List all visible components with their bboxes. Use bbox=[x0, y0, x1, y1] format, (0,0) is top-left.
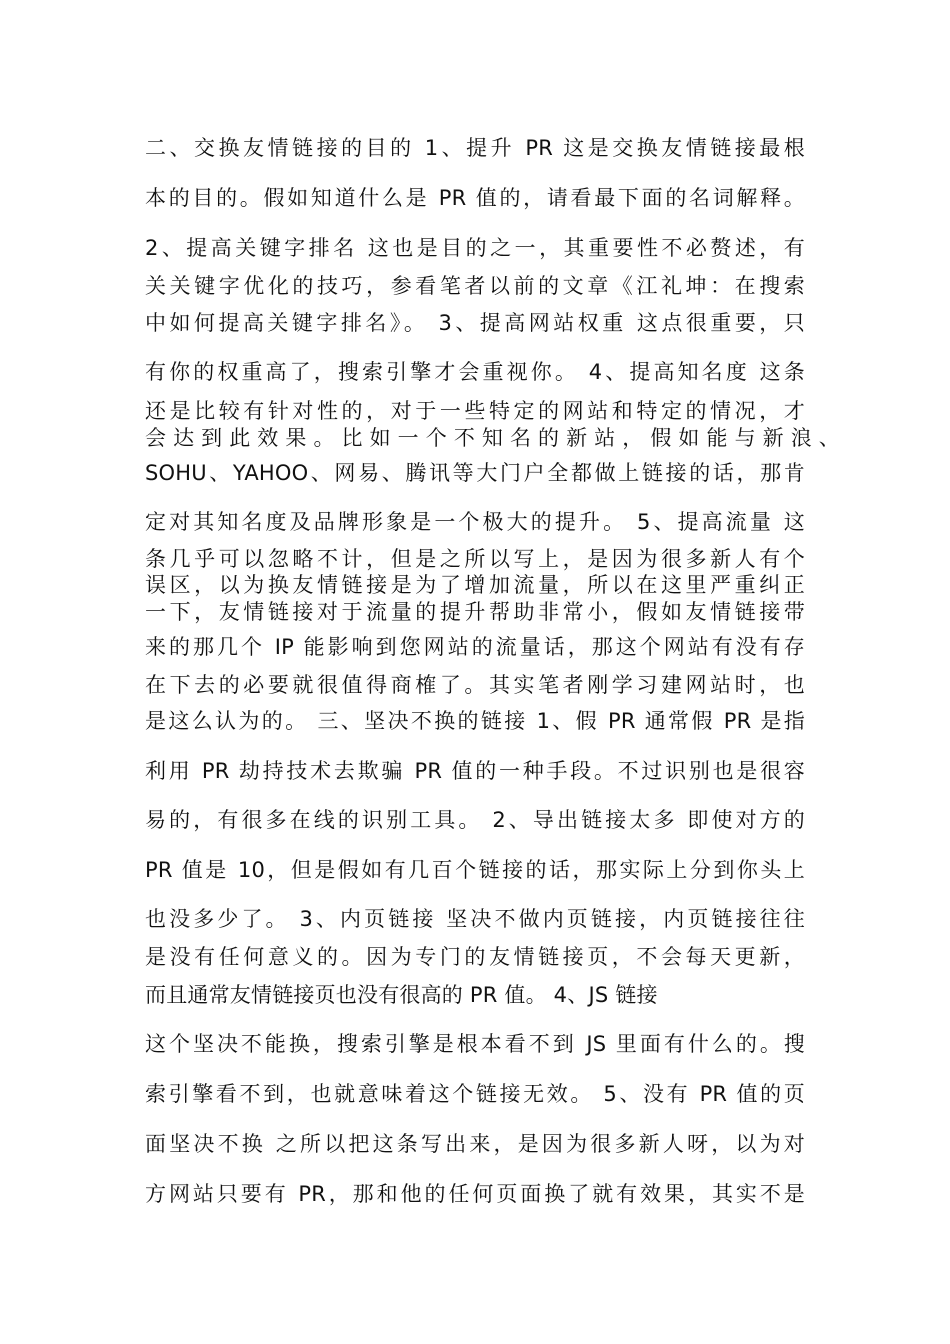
text-line-4: 关关键字优化的技巧，参看笔者以前的文章《江礼坤：在搜索 bbox=[145, 274, 805, 298]
text-line-13: 一下，友情链接对于流量的提升帮助非常小，假如友情链接带 bbox=[145, 600, 805, 624]
text-line-21: 是没有任何意义的。因为专门的友情链接页，不会每天更新， bbox=[145, 945, 805, 969]
text-line-3: 2、提高关键字排名 这也是目的之一，其重要性不必赘述，有 bbox=[145, 236, 805, 260]
text-line-19: PR 值是 10，但是假如有几百个链接的话，那实际上分到你头上 bbox=[145, 858, 805, 882]
text-line-1: 二、交换友情链接的目的 1、提升 PR 这是交换友情链接最根 bbox=[145, 136, 805, 160]
text-line-11: 条几乎可以忽略不计，但是之所以写上，是因为很多新人有个 bbox=[145, 547, 805, 571]
text-line-18: 易的，有很多在线的识别工具。 2、导出链接太多 即使对方的 bbox=[145, 808, 805, 832]
text-line-7: 还是比较有针对性的，对于一些特定的网站和特定的情况，才 bbox=[145, 399, 805, 423]
text-line-12: 误区，以为换友情链接是为了增加流量，所以在这里严重纠正 bbox=[145, 573, 805, 597]
text-line-20: 也没多少了。 3、内页链接 坚决不做内页链接，内页链接往往 bbox=[145, 907, 805, 931]
text-line-8: 会 达 到 此 效 果 。 比 如 一 个 不 知 名 的 新 站 ， 假 如 能 与 新 浪 、 bbox=[145, 426, 841, 450]
text-line-16: 是这么认为的。 三、坚决不换的链接 1、假 PR 通常假 PR 是指 bbox=[145, 709, 805, 733]
text-line-24: 索引擎看不到，也就意味着这个链接无效。 5、没有 PR 值的页 bbox=[145, 1082, 805, 1106]
text-line-25: 面坚决不换 之所以把这条写出来，是因为很多新人呀，以为对 bbox=[145, 1132, 805, 1156]
text-line-26: 方网站只要有 PR，那和他的任何页面换了就有效果，其实不是 bbox=[145, 1182, 805, 1206]
text-line-6: 有你的权重高了，搜索引擎才会重视你。 4、提高知名度 这条 bbox=[145, 360, 805, 384]
text-line-17: 利用 PR 劫持技术去欺骗 PR 值的一种手段。不过识别也是很容 bbox=[145, 759, 805, 783]
text-line-10: 定对其知名度及品牌形象是一个极大的提升。 5、提高流量 这 bbox=[145, 510, 805, 534]
text-line-5: 中如何提高关键字排名》。 3、提高网站权重 这点很重要，只 bbox=[145, 311, 805, 335]
text-line-9: SOHU、YAHOO、网易、腾讯等大门户全都做上链接的话，那肯 bbox=[145, 461, 805, 485]
text-line-15: 在下去的必要就很值得商榷了。其实笔者刚学习建网站时，也 bbox=[145, 673, 805, 697]
text-line-22: 而且通常友情链接页也没有很高的 PR 值。 4、JS 链接 bbox=[145, 983, 658, 1007]
text-line-14: 来的那几个 IP 能影响到您网站的流量话，那这个网站有没有存 bbox=[145, 635, 805, 659]
text-line-2: 本的目的。假如知道什么是 PR 值的，请看最下面的名词解释。 bbox=[145, 186, 805, 210]
text-line-23: 这个坚决不能换，搜索引擎是根本看不到 JS 里面有什么的。搜 bbox=[145, 1032, 805, 1056]
